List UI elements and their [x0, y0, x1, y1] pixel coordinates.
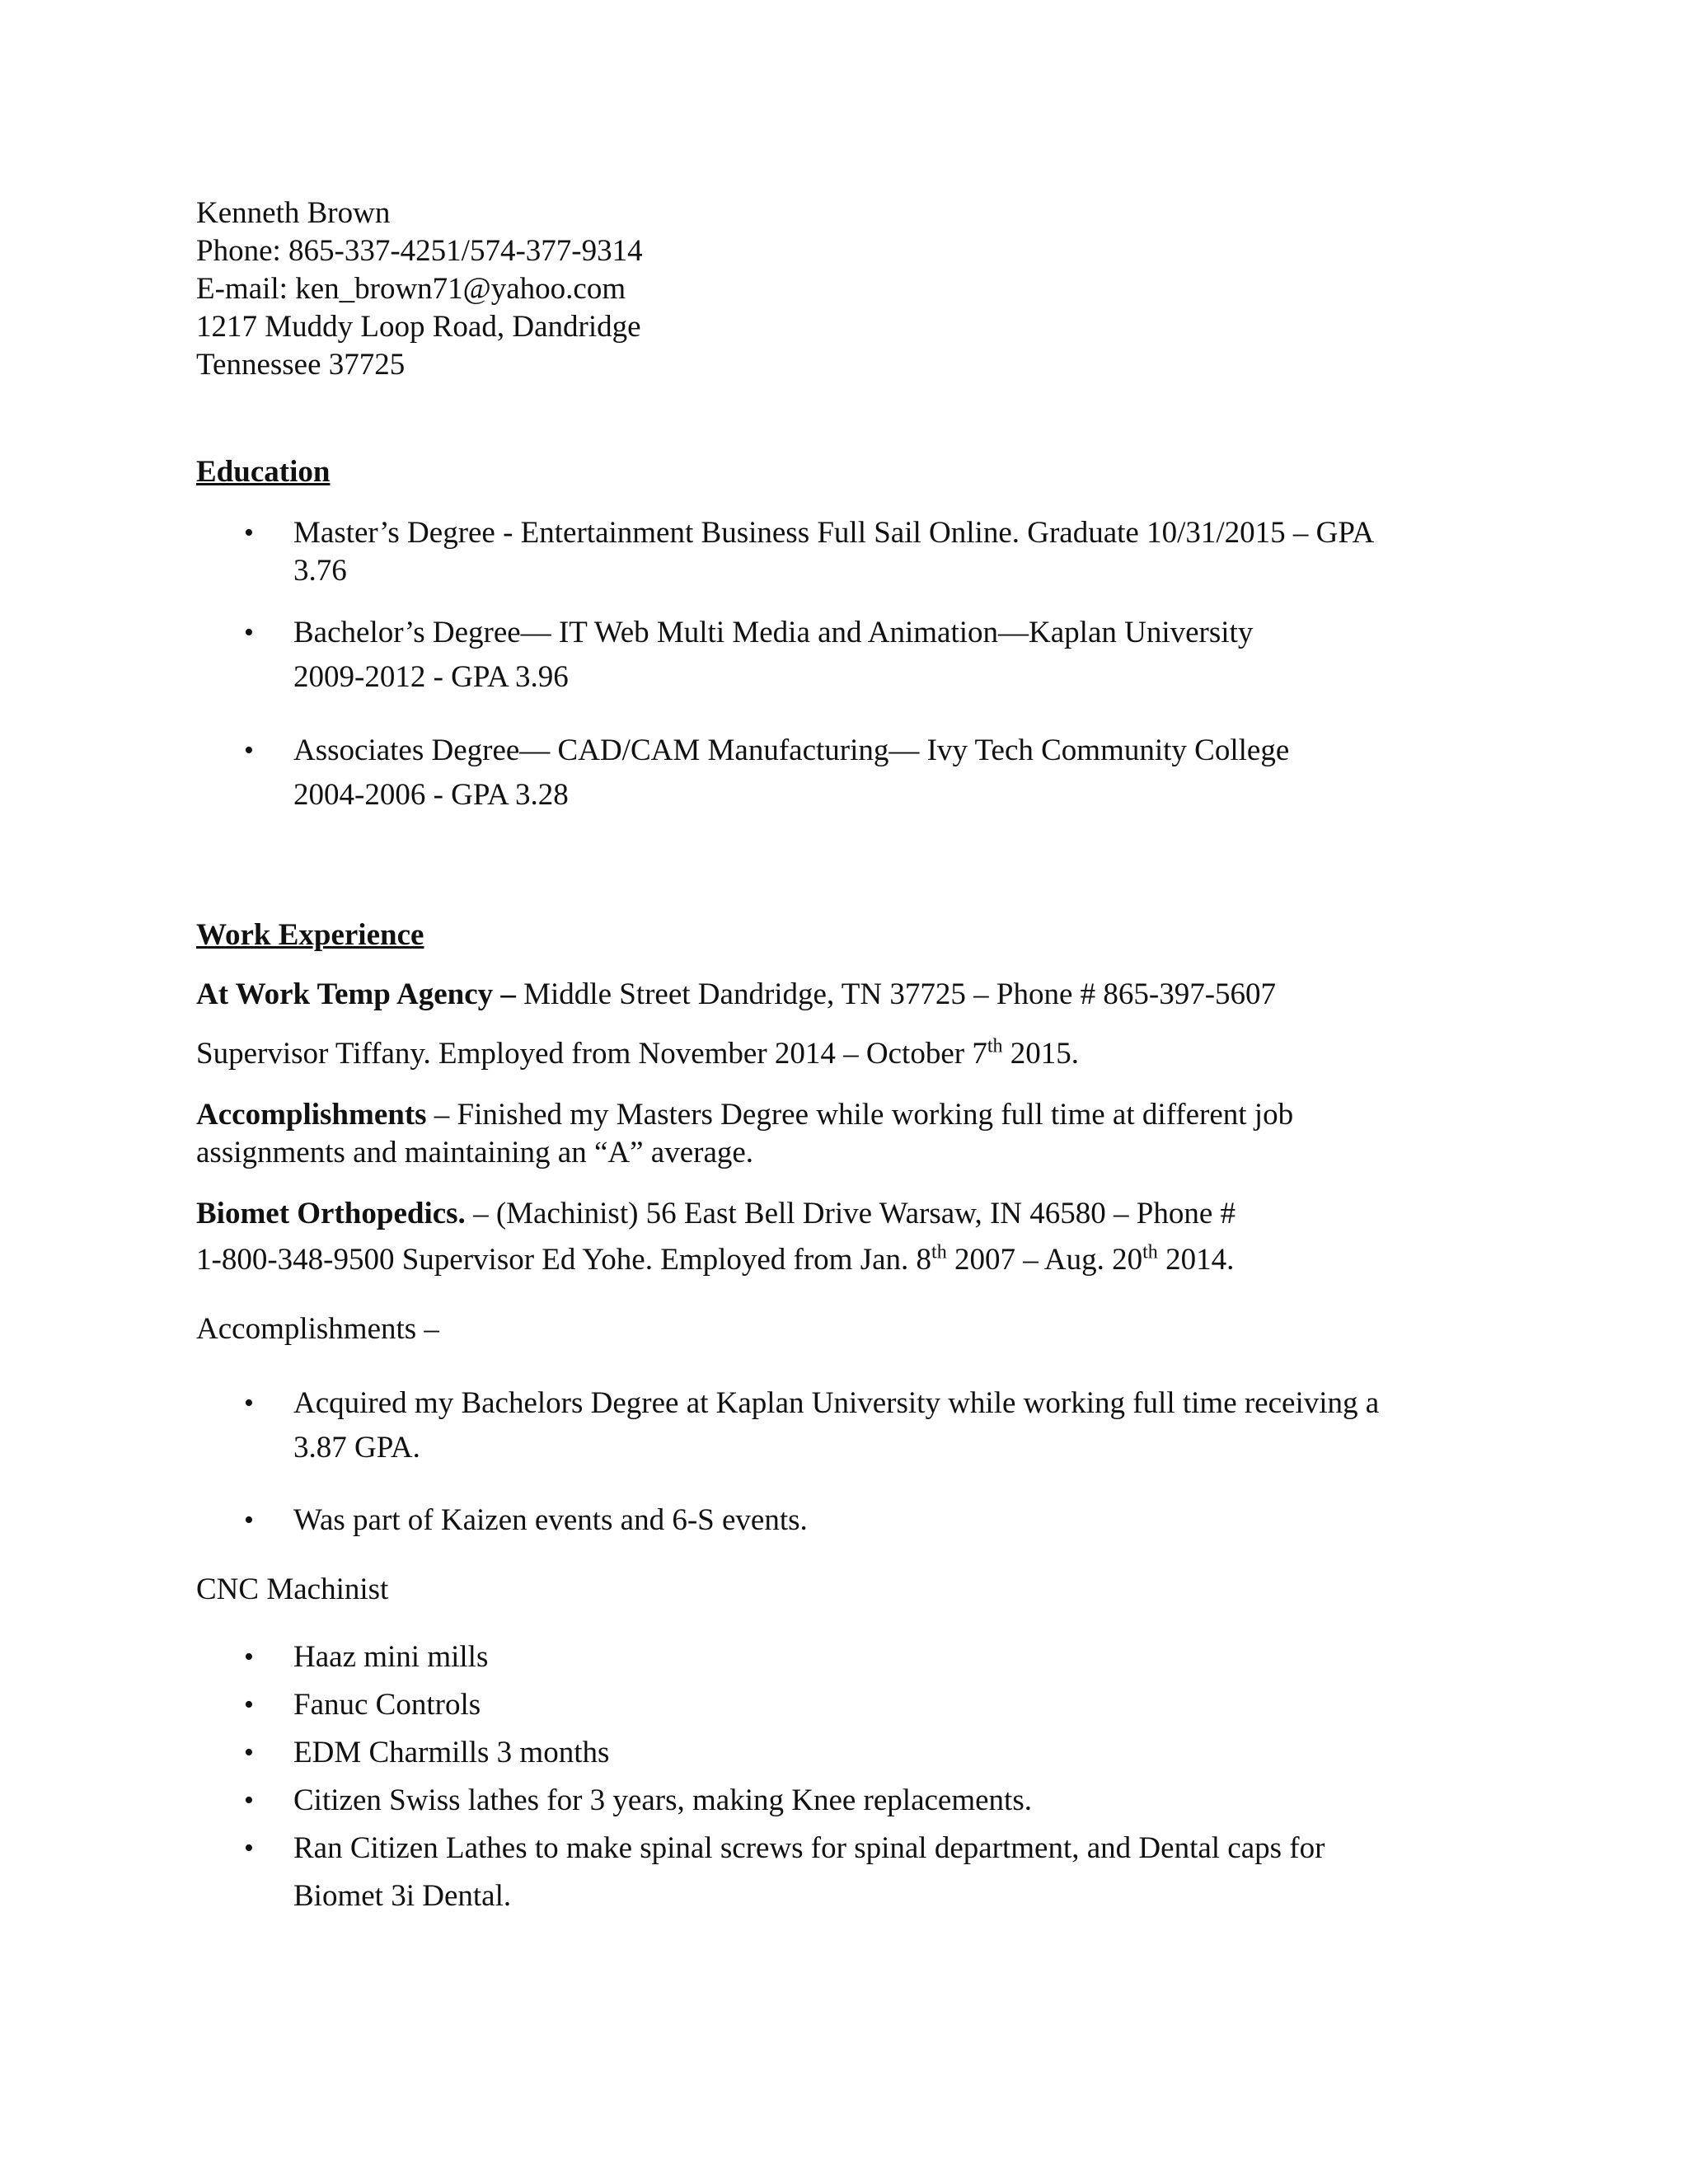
cnc-heading: CNC Machinist	[196, 1572, 389, 1606]
job1-company: At Work Temp Agency –	[196, 977, 516, 1011]
job1-supervisor: Supervisor Tiffany. Employed from November 2014 – October 7th 2015.	[196, 1035, 1079, 1071]
cnc-item: Haaz mini mills	[293, 1640, 489, 1674]
work-heading: Work Experience	[196, 918, 424, 952]
education-heading: Education	[196, 455, 331, 489]
cnc-item: Ran Citizen Lathes to make spinal screws for spinal department, and Dental caps for	[293, 1831, 1325, 1865]
job2-acc-bullet: •	[244, 1505, 254, 1535]
job2-company: Biomet Orthopedics.	[196, 1197, 466, 1230]
job2-header	[196, 1195, 1236, 1233]
contact-address: 1217 Muddy Loop Road, Dandridge	[196, 310, 641, 344]
education-item-masters-cont: 3.76	[293, 554, 347, 588]
cnc-item: Citizen Swiss lathes for 3 years, making Knee replacements.	[293, 1783, 1032, 1817]
cnc-bullet: •	[244, 1737, 254, 1768]
education-bullet: •	[244, 617, 254, 648]
education-item-masters: Master’s Degree - Entertainment Business Full Sail Online. Graduate 10/31/2015 – GPA	[293, 516, 1375, 550]
education-item-bachelors-cont: 2009-2012 - GPA 3.96	[293, 660, 569, 694]
job2-supervisor: 1-800-348-9500 Supervisor Ed Yohe. Employed from Jan. 8th 2007 – Aug. 20th 2014.	[196, 1241, 1235, 1277]
contact-name: Kenneth Brown	[196, 196, 391, 230]
contact-email: E-mail: ken_brown71@yahoo.com	[196, 272, 626, 306]
job2-acc-bullet: •	[244, 1388, 254, 1418]
job1-details: Middle Street Dandridge, TN 37725 – Phone # 865-397-5607	[515, 977, 1277, 1011]
job2-accomplishments-heading: Accomplishments –	[196, 1312, 439, 1346]
job1-acc-label: Accomplishments	[196, 1098, 427, 1132]
cnc-item: Fanuc Controls	[293, 1688, 481, 1722]
education-item-associates-cont: 2004-2006 - GPA 3.28	[293, 778, 569, 812]
contact-state-zip: Tennessee 37725	[196, 348, 406, 382]
job1-accomplishments-cont: assignments and maintaining an “A” average.	[196, 1136, 754, 1169]
cnc-bullet: •	[244, 1690, 254, 1720]
cnc-item-cont: Biomet 3i Dental.	[293, 1879, 512, 1913]
cnc-bullet: •	[244, 1785, 254, 1816]
job1-header	[196, 976, 1276, 1014]
job2-acc-item-kaizen: Was part of Kaizen events and 6-S events.	[293, 1503, 808, 1537]
education-bullet: •	[244, 518, 254, 548]
job2-acc-item-bachelors-cont: 3.87 GPA.	[293, 1431, 420, 1465]
job2-details: – (Machinist) 56 East Bell Drive Warsaw, IN 46580 – Phone #	[465, 1197, 1236, 1230]
job1-accomplishments: Accomplishments – Finished my Masters Degree while working full time at different job	[196, 1098, 1294, 1132]
cnc-bullet: •	[244, 1642, 254, 1672]
education-item-bachelors: Bachelor’s Degree— IT Web Multi Media and Animation—Kaplan University	[293, 616, 1254, 649]
cnc-item: EDM Charmills 3 months	[293, 1736, 610, 1769]
contact-phone: Phone: 865-337-4251/574-377-9314	[196, 234, 643, 268]
education-bullet: •	[244, 735, 254, 766]
education-item-associates: Associates Degree— CAD/CAM Manufacturing— Ivy Tech Community College	[293, 733, 1290, 767]
job2-acc-item-bachelors: Acquired my Bachelors Degree at Kaplan University while working full time receiving a	[293, 1386, 1380, 1420]
cnc-bullet: •	[244, 1833, 254, 1863]
